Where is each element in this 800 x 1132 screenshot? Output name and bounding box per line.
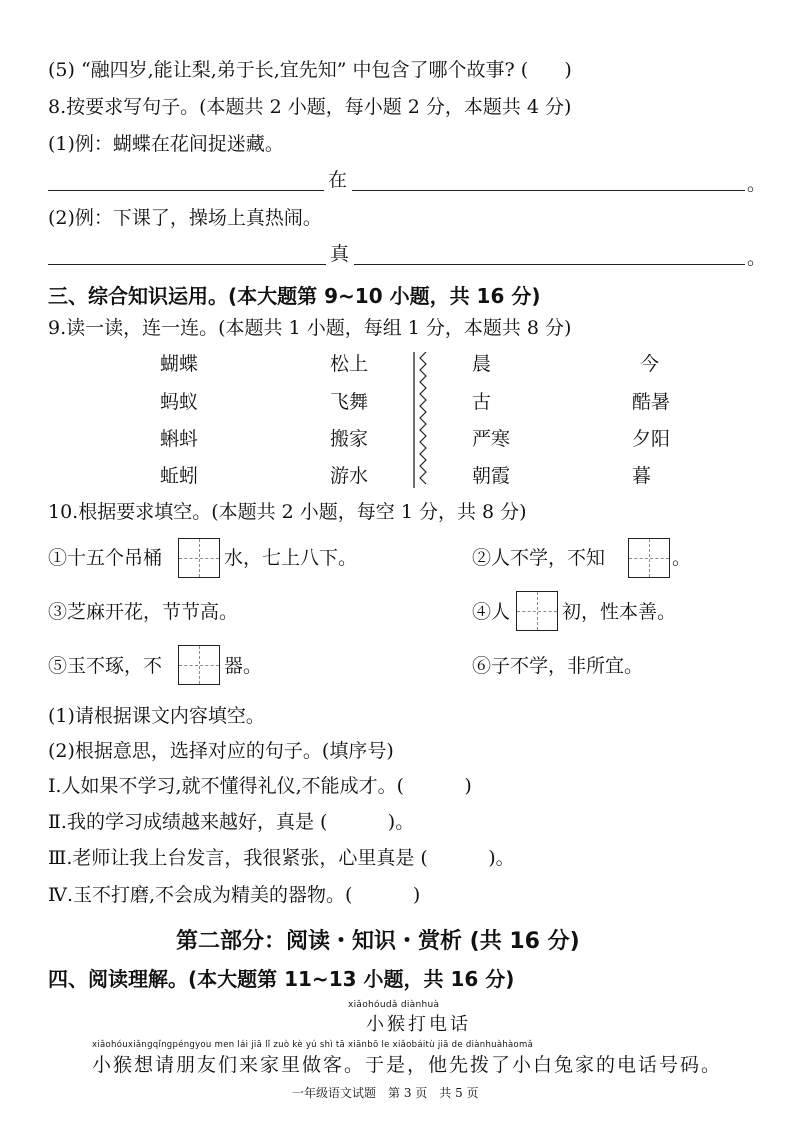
wavy-divider <box>412 352 428 488</box>
q10-item-4-before: ④人 <box>472 601 511 623</box>
q10-choice-4: Ⅳ.玉不打磨,不会成为精美的器物。( ) <box>48 884 421 906</box>
q9-col3-item[interactable]: 严寒 <box>472 428 511 450</box>
answer-line-1a[interactable] <box>48 190 324 191</box>
q10-choice-3: Ⅲ.老师让我上台发言，我很紧张，心里真是 ( )。 <box>48 847 515 869</box>
q10-sub-2: (2)根据意思，选择对应的句子。(填序号) <box>48 740 394 762</box>
story-line-1: 小猴想请朋友们来家里做客。于是，他先拨了小白兔家的电话号码。 <box>92 1054 723 1076</box>
q10-item-2-after: 。 <box>672 547 692 569</box>
story-title-pinyin: xiǎohóudǎ diànhuà <box>348 1000 440 1010</box>
q10-item-1-after: 水，七上八下。 <box>224 547 358 569</box>
question-8-example-1: (1)例：蝴蝶在花间捉迷藏。 <box>48 133 284 155</box>
question-8-example-2: (2)例：下课了，操场上真热闹。 <box>48 207 322 229</box>
q9-col3-item[interactable]: 古 <box>472 391 492 413</box>
q9-col1-item[interactable]: 蝌蚪 <box>160 428 199 450</box>
tian-grid-box-3[interactable] <box>516 591 558 631</box>
q10-item-6: ⑥子不学，非所宜。 <box>472 655 644 677</box>
question-9-title: 9.读一读，连一连。(本题共 1 小题，每组 1 分，本题共 8 分) <box>48 317 572 339</box>
q9-col4-item[interactable]: 酷暑 <box>632 391 671 413</box>
part-2-heading: 第二部分：阅读・知识・赏析 (共 16 分) <box>176 929 580 954</box>
page-footer: 一年级语文试题 第 3 页 共 5 页 <box>292 1086 479 1100</box>
q9-col2-item[interactable]: 松上 <box>330 353 369 375</box>
q10-item-5-after: 器。 <box>224 655 263 677</box>
tian-grid-box-4[interactable] <box>178 645 220 685</box>
question-8-title: 8.按要求写句子。(本题共 2 小题，每小题 2 分，本题共 4 分) <box>48 96 572 118</box>
tian-grid-box-2[interactable] <box>628 538 670 578</box>
example-1-keyword: 在 <box>328 169 348 191</box>
q10-item-2-before: ②人不学，不知 <box>472 547 606 569</box>
section-3-heading: 三、综合知识运用。(本大题第 9~10 小题，共 16 分) <box>48 284 541 308</box>
q9-col4-item[interactable]: 今 <box>640 353 660 375</box>
period-2: 。 <box>747 247 767 269</box>
section-4-heading: 四、阅读理解。(本大题第 11~13 小题，共 16 分) <box>48 967 515 991</box>
q9-col2-item[interactable]: 游水 <box>330 465 369 487</box>
q10-item-1-before: ①十五个吊桶 <box>48 547 163 569</box>
story-title: 小猴打电话 <box>366 1014 471 1035</box>
period-1: 。 <box>747 173 767 195</box>
question-7-5: (5) “融四岁,能让梨,弟于长,宜先知” 中包含了哪个故事? ( ) <box>48 59 572 81</box>
answer-line-2b[interactable] <box>354 264 745 265</box>
q9-col2-item[interactable]: 搬家 <box>330 428 369 450</box>
answer-line-1b[interactable] <box>352 190 745 191</box>
q10-choice-1: Ⅰ.人如果不学习,就不懂得礼仪,不能成才。( ) <box>48 775 472 797</box>
q10-item-4-after: 初，性本善。 <box>562 601 677 623</box>
q9-col1-item[interactable]: 蚂蚁 <box>160 391 199 413</box>
q9-col1-item[interactable]: 蝴蝶 <box>160 353 199 375</box>
q10-item-5-before: ⑤玉不琢，不 <box>48 655 163 677</box>
answer-line-2a[interactable] <box>48 264 326 265</box>
example-2-keyword: 真 <box>330 243 350 265</box>
q9-col1-item[interactable]: 蚯蚓 <box>160 465 199 487</box>
q9-col4-item[interactable]: 夕阳 <box>632 428 671 450</box>
q10-sub-1: (1)请根据课文内容填空。 <box>48 705 265 727</box>
question-10-title: 10.根据要求填空。(本题共 2 小题，每空 1 分，共 8 分) <box>48 501 527 523</box>
q10-item-3: ③芝麻开花，节节高。 <box>48 601 239 623</box>
q9-col4-item[interactable]: 暮 <box>632 465 652 487</box>
q9-col3-item[interactable]: 朝霞 <box>472 465 511 487</box>
q9-col3-item[interactable]: 晨 <box>472 353 492 375</box>
q10-choice-2: Ⅱ.我的学习成绩越来越好，真是 ( )。 <box>48 811 415 833</box>
story-line-1-pinyin: xiǎohóuxiǎngqǐngpéngyou men lái jiā lǐ zuò kè yú shì tā xiānbō le xiǎobáitù jiā de diànhuàhàomǎ <box>92 1040 534 1050</box>
q9-col2-item[interactable]: 飞舞 <box>330 391 369 413</box>
tian-grid-box-1[interactable] <box>178 538 220 578</box>
